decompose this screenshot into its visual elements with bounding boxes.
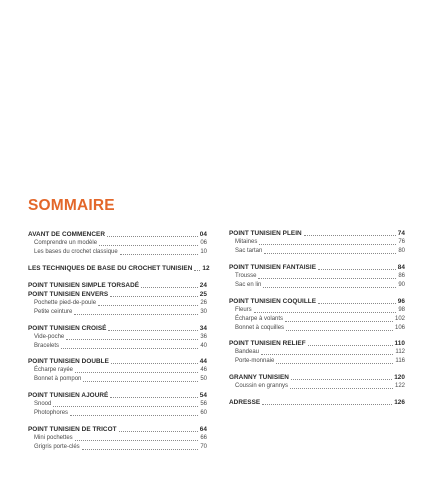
toc-subentry xyxy=(28,443,207,452)
dot-leader xyxy=(111,363,198,364)
toc-entry-label: Bandeau xyxy=(235,349,260,355)
toc-entry-label: Pochette pied-de-poule xyxy=(34,300,97,306)
toc-subentry xyxy=(28,342,207,351)
toc-section-entry xyxy=(28,391,207,400)
toc-page-number: 112 xyxy=(395,349,405,355)
toc-section-entry xyxy=(229,339,405,348)
dot-leader xyxy=(290,388,393,389)
toc-entry-label: Petite ceinture xyxy=(34,309,73,315)
toc-subentry xyxy=(229,281,405,290)
dot-leader xyxy=(53,406,198,407)
toc-entry-label: Bracelets xyxy=(34,343,60,349)
toc-subentry xyxy=(229,348,405,357)
toc-subentry xyxy=(229,238,405,247)
toc-page-number: 64 xyxy=(199,426,207,433)
toc-page-number: 04 xyxy=(199,231,207,238)
dot-leader xyxy=(276,363,393,364)
toc-subentry xyxy=(28,239,207,248)
toc-page-number: 76 xyxy=(398,239,405,245)
dot-leader xyxy=(304,235,396,236)
toc-section-entry xyxy=(28,324,207,333)
toc-entry-label: Trousse xyxy=(235,273,257,279)
dot-leader xyxy=(263,287,396,288)
toc-entry-label: Mini pochettes xyxy=(34,435,73,441)
toc-entry-label: LES TECHNIQUES DE BASE DU CROCHET TUNISIEN xyxy=(28,265,193,272)
dot-leader xyxy=(99,245,198,246)
dot-leader xyxy=(318,269,396,270)
toc-subentry xyxy=(28,375,207,384)
dot-leader xyxy=(291,379,392,380)
toc-subentry xyxy=(28,366,207,375)
toc-page-number: 30 xyxy=(200,309,207,315)
dot-leader xyxy=(120,254,199,255)
toc-entry-label: POINT TUNISIEN DOUBLE xyxy=(28,358,109,365)
toc-subentry xyxy=(28,400,207,409)
toc-page-number: 60 xyxy=(200,410,207,416)
dot-leader xyxy=(259,244,396,245)
toc-entry-label: ADRESSE xyxy=(229,399,261,406)
toc-page-number: 120 xyxy=(394,374,405,381)
toc-entry-label: POINT TUNISIEN AJOURÉ xyxy=(28,392,109,399)
toc-subentry xyxy=(28,308,207,317)
dot-leader xyxy=(254,312,397,313)
toc-subentry xyxy=(28,434,207,443)
toc-subentry xyxy=(28,409,207,418)
toc-entry-label: POINT TUNISIEN CROISÉ xyxy=(28,325,107,332)
toc-page-number: 110 xyxy=(394,340,405,347)
toc-entry-label: POINT TUNISIEN PLEIN xyxy=(229,230,302,237)
toc-entry-label: Bonnet à pompon xyxy=(34,376,82,382)
dot-leader xyxy=(70,415,198,416)
toc-page-number: 24 xyxy=(199,282,207,289)
dot-leader xyxy=(74,314,198,315)
dot-leader xyxy=(318,303,396,304)
toc-entry-label: GRANNY TUNISIEN xyxy=(229,374,289,381)
toc-subentry xyxy=(28,248,207,257)
toc-page-number: 116 xyxy=(395,358,405,364)
dot-leader xyxy=(83,381,198,382)
toc-entry-label: Écharpe à volants xyxy=(235,316,284,322)
page-title: SOMMAIRE xyxy=(28,197,115,214)
toc-page-number: 50 xyxy=(200,376,207,382)
dot-leader xyxy=(75,440,199,441)
toc-entry-label: Bonnet à coquilles xyxy=(235,325,285,331)
toc-page-number: 106 xyxy=(394,325,405,331)
toc-entry-label: Mitaines xyxy=(235,239,258,245)
toc-entry-label: Vide-poche xyxy=(34,334,65,340)
toc-entry-label: POINT TUNISIEN COQUILLE xyxy=(229,298,317,305)
toc-entry-label: Sac tartan xyxy=(235,248,263,254)
toc-page-number: 96 xyxy=(397,298,405,305)
toc-section-entry xyxy=(229,263,405,272)
dot-leader xyxy=(61,348,198,349)
toc-entry-label: Écharpe rayée xyxy=(34,367,74,373)
toc-page-number: 46 xyxy=(200,367,207,373)
toc-entry-label: Snood xyxy=(34,401,52,407)
dot-leader xyxy=(141,287,198,288)
toc-entry-label: Les bases du crochet classique xyxy=(34,249,118,255)
toc-page-number: 06 xyxy=(200,240,207,246)
toc-section-entry xyxy=(229,398,405,407)
dot-leader xyxy=(98,305,198,306)
toc-page-number: 12 xyxy=(202,265,210,272)
toc-entry-label: Porte-monnaie xyxy=(235,358,275,364)
toc-entry-label: POINT TUNISIEN DE TRICOT xyxy=(28,426,117,433)
dot-leader xyxy=(285,321,393,322)
toc-page-number: 70 xyxy=(200,444,207,450)
dot-leader xyxy=(308,345,393,346)
toc-section-entry xyxy=(28,290,207,299)
toc-entry-label: Grigris porte-clés xyxy=(34,444,80,450)
toc-subentry xyxy=(229,306,405,315)
toc-subentry xyxy=(28,299,207,308)
toc-page-number: 122 xyxy=(394,383,405,389)
dot-leader xyxy=(261,354,393,355)
toc-entry-label: Fleurs xyxy=(235,307,252,313)
toc-page-number: 26 xyxy=(200,300,207,306)
toc-section-entry xyxy=(229,297,405,306)
toc-entry-label: Sac en lin xyxy=(235,282,262,288)
toc-entry-label: Photophores xyxy=(34,410,69,416)
toc-subentry xyxy=(229,382,405,391)
toc-section-entry xyxy=(229,229,405,238)
toc-page-number: 10 xyxy=(200,249,207,255)
toc-section-entry xyxy=(28,230,207,239)
toc-page-number: 54 xyxy=(199,392,207,399)
toc-subentry xyxy=(229,315,405,324)
dot-leader xyxy=(194,270,200,271)
toc-page-number: 74 xyxy=(397,230,405,237)
toc-page-number: 66 xyxy=(200,435,207,441)
toc-page-number: 102 xyxy=(394,316,405,322)
toc-entry-label: POINT TUNISIEN ENVERS xyxy=(28,291,109,298)
toc-subentry xyxy=(229,272,405,281)
toc-entry-label: POINT TUNISIEN FANTAISIE xyxy=(229,264,317,271)
toc-page-number: 34 xyxy=(199,325,207,332)
dot-leader xyxy=(110,296,198,297)
dot-leader xyxy=(264,253,396,254)
toc-subentry xyxy=(28,333,207,342)
dot-leader xyxy=(75,372,198,373)
toc-entry-label: AVANT DE COMMENCER xyxy=(28,231,105,238)
toc-page-number: 56 xyxy=(200,401,207,407)
toc-page-number: 90 xyxy=(398,282,405,288)
toc-section-entry xyxy=(229,373,405,382)
toc-page-number: 86 xyxy=(398,273,405,279)
toc-page-number: 126 xyxy=(394,399,405,406)
toc-entry-label: POINT TUNISIEN RELIEF xyxy=(229,340,306,347)
toc-subentry xyxy=(229,357,405,366)
toc-page-number: 80 xyxy=(398,248,405,254)
dot-leader xyxy=(286,330,393,331)
toc-section-entry xyxy=(28,264,209,273)
toc-page-number: 84 xyxy=(397,264,405,271)
toc-subentry xyxy=(229,324,405,333)
dot-leader xyxy=(262,404,392,405)
dot-leader xyxy=(110,397,197,398)
dot-leader xyxy=(119,431,198,432)
toc-page-number: 98 xyxy=(398,307,405,313)
toc-page-number: 25 xyxy=(199,291,207,298)
toc-page-number: 36 xyxy=(200,334,207,340)
dot-leader xyxy=(108,330,197,331)
toc-section-entry xyxy=(28,357,207,366)
dot-leader xyxy=(82,449,199,450)
dot-leader xyxy=(107,236,198,237)
toc-page-number: 44 xyxy=(199,358,207,365)
toc-section-entry xyxy=(28,281,207,290)
toc-subentry xyxy=(229,247,405,256)
toc-section-entry xyxy=(28,425,207,434)
toc-entry-label: Coussin en grannys xyxy=(235,383,289,389)
dot-leader xyxy=(258,278,396,279)
toc-entry-label: POINT TUNISIEN SIMPLE TORSADÉ xyxy=(28,282,140,289)
dot-leader xyxy=(66,339,198,340)
toc-page-number: 40 xyxy=(200,343,207,349)
toc-entry-label: Comprendre un modèle xyxy=(34,240,98,246)
